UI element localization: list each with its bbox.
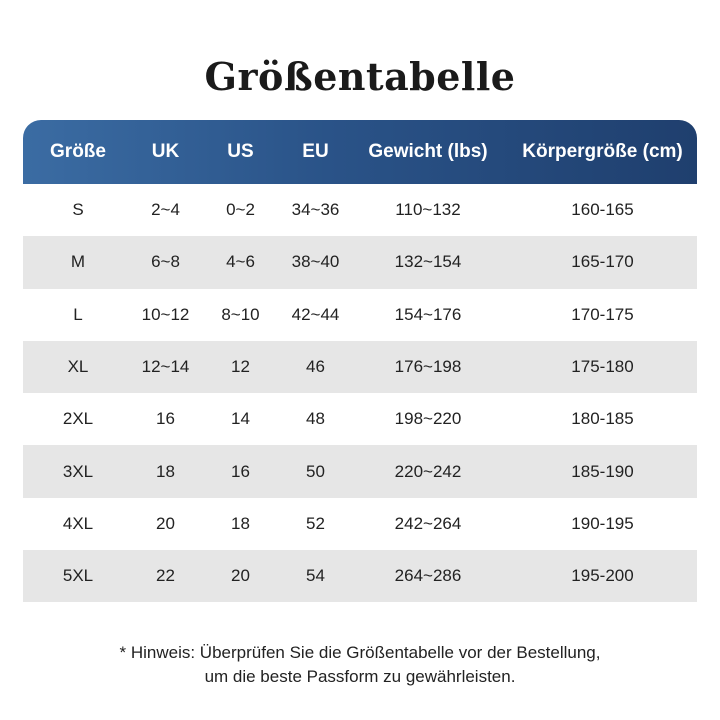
cell-size: L: [73, 304, 83, 324]
cell-height: 180-185: [571, 409, 634, 429]
cell-size: M: [70, 252, 86, 272]
cell-eu: 48: [306, 409, 325, 429]
cell-height: 175-180: [571, 357, 634, 377]
note-line-2: um die beste Passform zu gewährleisten.: [204, 667, 516, 686]
cell-height: 185-190: [571, 461, 634, 481]
cell-weight: 242~264: [394, 513, 462, 533]
table-row: [23, 498, 697, 550]
cell-us: 16: [231, 461, 250, 481]
cell-eu: 46: [306, 357, 325, 377]
cell-height: 190-195: [571, 513, 634, 533]
cell-uk: 22: [156, 566, 175, 586]
cell-eu: 42~44: [291, 304, 340, 324]
note-line-1: * Hinweis: Überprüfen Sie die Größentabelle vor der Bestellung,: [119, 643, 601, 662]
cell-us: 14: [231, 409, 250, 429]
table-row: [23, 445, 697, 497]
cell-uk: 12~14: [141, 357, 190, 377]
cell-uk: 16: [156, 409, 175, 429]
cell-us: 20: [231, 566, 250, 586]
cell-height: 170-175: [571, 304, 634, 324]
cell-size: S: [72, 200, 84, 220]
table-header: [23, 120, 697, 184]
page-title: Größentabelle: [204, 54, 516, 99]
cell-uk: 20: [156, 513, 175, 533]
cell-uk: 10~12: [141, 304, 190, 324]
cell-height: 195-200: [571, 566, 634, 586]
cell-weight: 110~132: [395, 200, 461, 220]
cell-us: 8~10: [221, 304, 260, 324]
cell-weight: 198~220: [394, 409, 462, 429]
cell-us: 12: [231, 357, 250, 377]
cell-size: 4XL: [62, 513, 94, 533]
cell-weight: 264~286: [394, 566, 462, 586]
cell-uk: 6~8: [151, 252, 180, 272]
cell-eu: 54: [306, 566, 325, 586]
sizing-note: [0, 641, 720, 689]
cell-weight: 132~154: [394, 252, 462, 272]
table-row: [23, 236, 697, 288]
header-uk: UK: [151, 141, 180, 162]
header-size: Größe: [50, 141, 106, 162]
cell-eu: 52: [306, 513, 325, 533]
cell-weight: 154~176: [394, 304, 462, 324]
cell-size: 2XL: [62, 409, 94, 429]
table-row: [23, 550, 697, 602]
cell-height: 160-165: [571, 200, 634, 220]
cell-size: 5XL: [62, 566, 94, 586]
cell-uk: 18: [156, 461, 175, 481]
cell-weight: 176~198: [394, 357, 462, 377]
cell-eu: 50: [306, 461, 325, 481]
header-us: US: [227, 141, 254, 162]
cell-eu: 38~40: [291, 252, 340, 272]
cell-weight: 220~242: [394, 461, 462, 481]
cell-height: 165-170: [571, 252, 634, 272]
table-row: [23, 184, 697, 236]
cell-uk: 2~4: [151, 200, 180, 220]
cell-size: XL: [67, 357, 89, 377]
table-row: [23, 341, 697, 393]
table-row: [23, 289, 697, 341]
cell-eu: 34~36: [291, 200, 340, 220]
size-table: [23, 120, 697, 602]
header-weight: Gewicht (lbs): [368, 141, 488, 162]
cell-us: 0~2: [226, 200, 255, 220]
cell-us: 18: [231, 513, 250, 533]
cell-us: 4~6: [226, 252, 255, 272]
table-row: [23, 393, 697, 445]
cell-size: 3XL: [62, 461, 94, 481]
header-eu: EU: [302, 141, 329, 162]
header-height: Körpergröße (cm): [522, 141, 683, 162]
